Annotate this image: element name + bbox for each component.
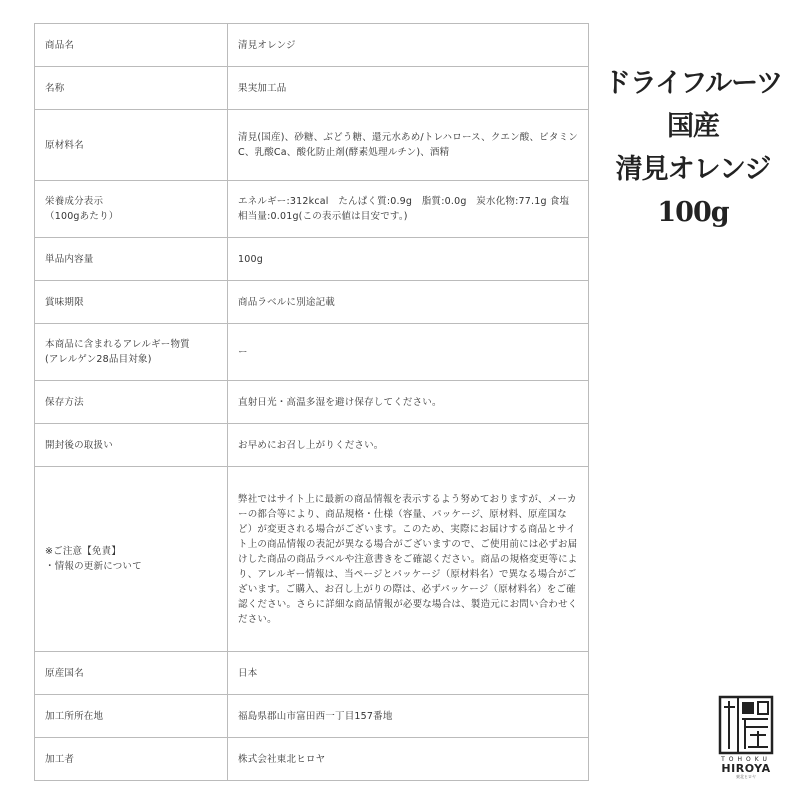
spec-row-allergens <box>35 324 589 381</box>
spec-label: 栄養成分表示 （100gあたり） <box>35 181 228 238</box>
title-line-weight: 100g <box>657 197 729 228</box>
spec-value: ー <box>228 324 589 381</box>
spec-label: 開封後の取扱い <box>35 424 228 467</box>
title-line-origin: 国産 <box>667 111 719 142</box>
spec-row-after-opening <box>35 424 589 467</box>
spec-row-name <box>35 67 589 110</box>
spec-label: 原材料名 <box>35 110 228 181</box>
spec-row-ingredients <box>35 110 589 181</box>
spec-value: 清見(国産)、砂糖、ぶどう糖、還元水あめ/トレハロース、クエン酸、ビタミンC、乳酸Ca、酸化防止剤(酵素処理ルチン)、酒精 <box>228 110 589 181</box>
spec-row-nutrition <box>35 181 589 238</box>
logo-tagline: 東北ヒロヤ <box>736 774 756 779</box>
spec-label: 本商品に含まれるアレルギー物質 (アレルゲン28品目対象) <box>35 324 228 381</box>
spec-label: ※ご注意【免責】 ・情報の更新について <box>35 467 228 652</box>
spec-value: 福島県郡山市富田西一丁目157番地 <box>228 695 589 738</box>
spec-row-disclaimer <box>35 467 589 652</box>
spec-label: 商品名 <box>35 24 228 67</box>
spec-label: 加工所所在地 <box>35 695 228 738</box>
spec-label: 賞味期限 <box>35 281 228 324</box>
spec-value: 株式会社東北ヒロヤ <box>228 738 589 781</box>
spec-value: 清見オレンジ <box>228 24 589 67</box>
title-line-category: ドライフルーツ <box>603 68 783 99</box>
spec-value: 弊社ではサイト上に最新の商品情報を表示するよう努めておりますが、メーカーの都合等により、商品規格・仕様（容量、パッケージ、原材料、原産国など）が変更される場合がございます。このため、実際にお届けする商品とサイト上の商品情報の表記が異なる場合がございますので、ご使用前には必ずお届けした商品の商品ラベルや注意書きをご確認ください。商品の規格変更等により、アレルギー情報は、当ページとパッケージ（原材料名）で異なる場合がございます。ご購入、お召し上がりの際は、必ずパッケージ（原材料名）をご確認ください。さらに詳細な商品情報が必要な場合は、製造元にお問い合わせください。 <box>228 467 589 652</box>
spec-row-product-name <box>35 24 589 67</box>
hiroya-kanji-logo-icon <box>718 695 774 755</box>
spec-label: 名称 <box>35 67 228 110</box>
brand-logo <box>718 695 774 780</box>
spec-label: 加工者 <box>35 738 228 781</box>
spec-label: 単品内容量 <box>35 238 228 281</box>
spec-row-storage <box>35 381 589 424</box>
spec-label: 原産国名 <box>35 652 228 695</box>
product-spec-table <box>34 23 589 781</box>
spec-value: 直射日光・高温多湿を避け保存してください。 <box>228 381 589 424</box>
spec-value: 果実加工品 <box>228 67 589 110</box>
spec-value: 100g <box>228 238 589 281</box>
spec-row-best-before <box>35 281 589 324</box>
logo-brand-name: HIROYA <box>721 762 771 775</box>
spec-value: 商品ラベルに別途記載 <box>228 281 589 324</box>
spec-value: 日本 <box>228 652 589 695</box>
spec-row-content-volume <box>35 238 589 281</box>
product-title <box>597 62 789 234</box>
spec-value: エネルギー:312kcal たんぱく質:0.9g 脂質:0.0g 炭水化物:77.1g 食塩相当量:0.01g(この表示値は目安です。) <box>228 181 589 238</box>
spec-row-processor <box>35 738 589 781</box>
spec-value: お早めにお召し上がりください。 <box>228 424 589 467</box>
spec-row-country-of-origin <box>35 652 589 695</box>
logo-region-text: TOHOKU <box>721 756 771 763</box>
title-line-product: 清見オレンジ <box>615 154 771 185</box>
spec-label: 保存方法 <box>35 381 228 424</box>
spec-row-factory-address <box>35 695 589 738</box>
